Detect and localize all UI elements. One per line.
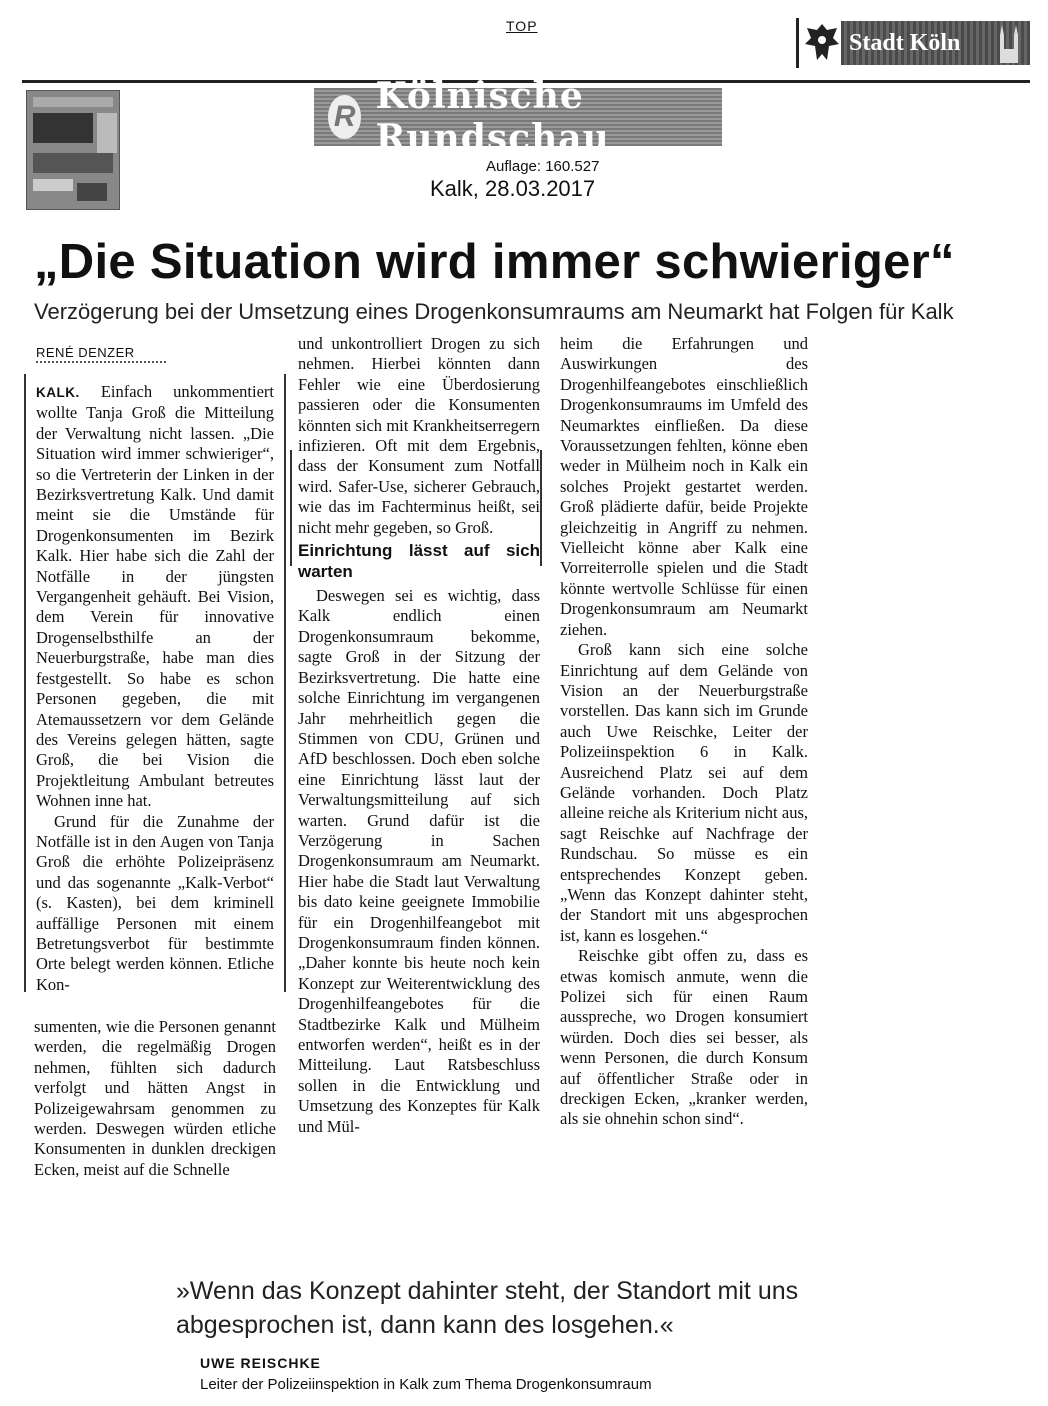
pull-quote-author: UWE REISCHKE: [200, 1355, 321, 1371]
dateline: Kalk, 28.03.2017: [430, 176, 596, 201]
paragraph: und unkontrolliert Drogen zu sich nehmen. Hierbei könnten dann Fehler wie eine Überdosierung passieren oder die Konsumenten könnten sich mit Krankheitserregern infizieren. Oft mit dem Ergebnis, dass der Konsument zum Notfall wird. Safer-Use, sicherer Gebrauch, wie das im Fachterminus heißt, sei nicht mehr gegeben, so Groß.: [298, 334, 540, 537]
paragraph: heim die Erfahrungen und Auswirkungen des Drogenhilfeangebotes einschließlich Drogenkonsumraums im Umfeld des Neumarktes einfließen. Da diese Voraussetzungen fehlten, könne eben weder in Mülheim noch in Kalk ein solches Projekt gestartet werden. Groß plädierte dafür, beide Projekte gleichzeitig in Angriff zu nehmen. Vielleicht könne aber Kalk eine Vorreiterrolle spielen und die Stadt könnte wertvolle Schlüsse für einen Drogenkonsumraum am Neumarkt ziehen.: [560, 334, 808, 639]
author-divider: [36, 361, 166, 363]
cathedral-icon: [996, 23, 1022, 63]
circulation: Auflage: 160.527: [486, 158, 600, 175]
newspaper-masthead: [314, 75, 722, 159]
headline: „Die Situation wird immer schwieriger“: [34, 235, 955, 289]
author: RENÉ DENZER: [36, 345, 135, 360]
paragraph: Groß kann sich eine solche Einrichtung auf dem Gelände von Vision an der Neuerburgstraße vorstellen. Das kann sich im Grunde auch Uwe Reischke, Leiter der Polizeiinspektion 6 in Kalk. Ausreichend Platz sei auf dem Gelände vorhanden. Doch Platz alleine reiche als Kriterium nicht aus, sagt Reischke auf Nachfrage der Rundschau. So müsse es ein entsprechendes Konzept geben. „Wenn das Konzept dahinter steht, der Standort mit uns abgesprochen ist, kann es losgehen.“: [560, 640, 808, 945]
eagle-crest-icon: [803, 20, 841, 66]
paragraph: Deswegen sei es wichtig, dass Kalk endlich einen Drogenkonsumraum bekomme, sagte Groß in der Sitzung der Bezirksvertretung. Die hatte eine solche Einrichtung im vergangenen Jahr mehrheitlich gegen die Stimmen von CDU, Grünen und AfD beschlossen. Doch eben solche eine Einrichtung lässt laut der Verwaltungsmitteilung auf sich warten. Grund dafür ist die Verzögerung in Sachen Drogenkonsumraum am Neumarkt. Hier habe die Stadt laut Verwaltung bis dato keine geeignete Immobilie für ein Drogenhilfeangebot mit Drogenkonsumraum finden können. „Daher konnte bis heute noch kein Konzept zur Weiterentwicklung des Drogenhilfeangebotes für die Stadtbezirke Kalk und Mülheim entworfen werden“, heißt es in der Mitteilung. Laut Ratsbeschluss sollen in die Entwicklung und Umsetzung des Konzeptes für Kalk und Mül-: [298, 586, 540, 1136]
pull-quote-role: Leiter der Polizeiinspektion in Kalk zum Thema Drogenkonsumraum: [200, 1376, 652, 1393]
page-thumbnail: [26, 90, 120, 210]
paragraph: Reischke gibt offen zu, dass es etwas komisch anmute, wenn die Polizei sich für einen Raum ausspreche, wo Drogen konsumiert würden. Doch dies sei besser, als wenn Personen, die durch Konsum auf öffentlicher Straße oder in dreckigen Ecken, „kranker werden, als sie ohnehin schon sind“.: [560, 946, 808, 1129]
stadt-koeln-plate: [841, 21, 1030, 65]
stadt-koeln-logo: [796, 18, 1030, 68]
paragraph: [36, 382, 274, 812]
r-logo-icon: R: [328, 95, 361, 139]
paragraph: sumenten, wie die Personen genannt werden, die regelmäßig Drogen nehmen, fühlten sich dadurch verfolgt und hätten Angst in Polizeigewahrsam genommen zu werden. Deswegen würden etliche Konsumenten in dunklen dreckigen Ecken, meist auf die Schnelle: [34, 1017, 276, 1179]
newspaper-name: Kölnische Rundschau: [375, 75, 610, 159]
logo-divider: [796, 18, 799, 68]
logo-text: Stadt Köln: [849, 29, 961, 56]
paragraph: Grund für die Zunahme der Notfälle ist in den Augen von Tanja Groß die erhöhte Polizeipräsenz und das sogenannte „Kalk-Verbot“ (s. Kasten), bei dem kriminell auffällige Personen mit einem Betretungsverbot für bestimmte Orte belegt werden können. Etliche Kon-: [36, 811, 274, 994]
column-3: [560, 334, 808, 1130]
paragraph-text: Einfach unkommentiert wollte Tanja Groß die Mitteilung der Verwaltung nicht lassen. „Die Situation wird immer schwieriger“, so die Vertreterin der Linken in der Bezirksvertretung Kalk. Und damit meint sie die Umstände für Drogenkonsumenten im Bezirk Kalk. Hier habe sich die Zahl der Notfälle in der jüngsten Vergangenheit gehäuft. Bei Vision, dem Verein für innovative Drogenselbsthilfe an der Neuerburgstraße, habe man dies festgestellt. So habe es schon Personen gegeben, die mit Atemaussetzern vor dem Gelände des Vereins gelegen hätten, sagte Groß, die bei Vision die Projektleitung Ambulant betreutes Wohnen inne hat.: [36, 382, 274, 811]
column-1: [36, 382, 274, 995]
section-heading: Einrichtung lässt auf sich warten: [298, 541, 540, 582]
column-2: [298, 334, 540, 1137]
pull-quote: »Wenn das Konzept dahinter steht, der Standort mit uns abgesprochen ist, dann kann des losgehen.«: [176, 1277, 799, 1339]
column-1-continued: [34, 1017, 276, 1180]
subheadline: Verzögerung bei der Umsetzung eines Drogenkonsumraums am Neumarkt hat Folgen für Kalk: [34, 299, 954, 324]
place-marker: KALK.: [36, 385, 80, 400]
top-label: TOP: [506, 18, 538, 34]
